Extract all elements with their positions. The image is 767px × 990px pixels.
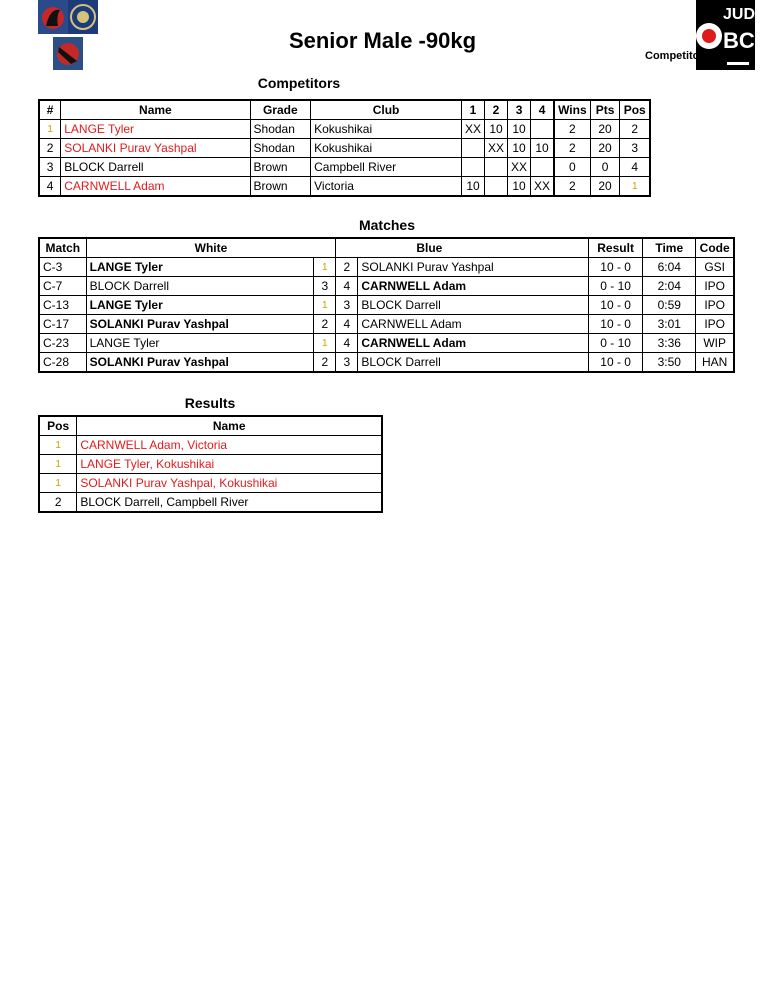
col-header-blue: Blue: [336, 238, 589, 258]
col-header-pos: Pos: [620, 100, 650, 120]
results-heading: Results: [184, 395, 236, 411]
col-header-r4: 4: [531, 100, 555, 120]
match-result: 10 - 0: [589, 258, 643, 277]
competitor-pts: 20: [590, 120, 620, 139]
competitors-table: [38, 99, 651, 197]
col-header-name: Name: [61, 100, 250, 120]
white-num: 2: [314, 353, 336, 373]
competitor-wins: 2: [554, 177, 590, 197]
results-table: [38, 415, 383, 513]
table-row: [39, 436, 382, 455]
competitor-num: 1: [39, 120, 61, 139]
white-name: LANGE Tyler: [86, 334, 314, 353]
match-code: GSI: [696, 258, 734, 277]
white-name: LANGE Tyler: [86, 258, 314, 277]
col-header-result: Result: [589, 238, 643, 258]
score-r4: [531, 120, 555, 139]
competitor-num: 3: [39, 158, 61, 177]
blue-num: 2: [336, 258, 358, 277]
col-header-white: White: [86, 238, 336, 258]
result-pos: 1: [39, 455, 77, 474]
white-num: 1: [314, 258, 336, 277]
col-header-wins: Wins: [554, 100, 590, 120]
match-code: HAN: [696, 353, 734, 373]
result-name: CARNWELL Adam, Victoria: [77, 436, 382, 455]
competitor-num: 4: [39, 177, 61, 197]
result-pos: 1: [39, 474, 77, 493]
score-r1: 10: [462, 177, 485, 197]
col-header-code: Code: [696, 238, 734, 258]
table-row: [39, 258, 734, 277]
white-name: SOLANKI Purav Yashpal: [86, 353, 314, 373]
competitor-wins: 0: [554, 158, 590, 177]
competitor-name: LANGE Tyler: [61, 120, 250, 139]
competitors-heading: Competitors: [257, 75, 341, 91]
score-r1: [462, 158, 485, 177]
results-header-row: [39, 416, 382, 436]
col-header-grade: Grade: [250, 100, 311, 120]
competitor-club: Kokushikai: [311, 120, 462, 139]
matches-table: [38, 237, 735, 373]
score-r1: XX: [462, 120, 485, 139]
match-result: 10 - 0: [589, 353, 643, 373]
competitor-pts: 20: [590, 177, 620, 197]
table-row: [39, 334, 734, 353]
blue-name: CARNWELL Adam: [358, 315, 589, 334]
table-row: [39, 139, 650, 158]
score-r3: 10: [508, 139, 531, 158]
col-header-num: #: [39, 100, 61, 120]
score-r3: 10: [508, 120, 531, 139]
match-id: C-28: [39, 353, 86, 373]
match-time: 0:59: [643, 296, 696, 315]
competitors-count: Competitors: 4: [645, 50, 723, 62]
match-time: 3:50: [643, 353, 696, 373]
table-row: [39, 277, 734, 296]
match-code: IPO: [696, 277, 734, 296]
match-code: IPO: [696, 315, 734, 334]
col-header-club: Club: [311, 100, 462, 120]
blue-name: SOLANKI Purav Yashpal: [358, 258, 589, 277]
score-r1: [462, 139, 485, 158]
blue-num: 4: [336, 334, 358, 353]
competitor-pts: 0: [590, 158, 620, 177]
competitor-name: SOLANKI Purav Yashpal: [61, 139, 250, 158]
result-name: BLOCK Darrell, Campbell River: [77, 493, 382, 513]
competitor-wins: 2: [554, 120, 590, 139]
col-header-result-name: Name: [77, 416, 382, 436]
competitor-pos: 3: [620, 139, 650, 158]
score-r2: [485, 177, 508, 197]
page-title: Senior Male -90kg: [288, 28, 477, 53]
result-name: SOLANKI Purav Yashpal, Kokushikai: [77, 474, 382, 493]
match-time: 6:04: [643, 258, 696, 277]
table-row: [39, 296, 734, 315]
match-id: C-17: [39, 315, 86, 334]
competitor-pts: 20: [590, 139, 620, 158]
judobc-logo-line1: JUDO: [723, 6, 767, 23]
table-row: [39, 177, 650, 197]
result-pos: 1: [39, 436, 77, 455]
score-r2: 10: [485, 120, 508, 139]
table-row: [39, 455, 382, 474]
match-result: 0 - 10: [589, 334, 643, 353]
competitor-grade: Brown: [250, 158, 311, 177]
match-id: C-3: [39, 258, 86, 277]
blue-name: CARNWELL Adam: [358, 277, 589, 296]
match-result: 10 - 0: [589, 315, 643, 334]
blue-num: 4: [336, 277, 358, 296]
match-time: 3:01: [643, 315, 696, 334]
match-result: 0 - 10: [589, 277, 643, 296]
table-row: [39, 353, 734, 373]
blue-num: 4: [336, 315, 358, 334]
table-row: [39, 120, 650, 139]
result-pos: 2: [39, 493, 77, 513]
score-r3: 10: [508, 177, 531, 197]
white-num: 1: [314, 334, 336, 353]
col-header-pts: Pts: [590, 100, 620, 120]
judobc-logo-line2: BC: [723, 28, 755, 53]
table-row: [39, 315, 734, 334]
match-time: 3:36: [643, 334, 696, 353]
col-header-match: Match: [39, 238, 86, 258]
competitor-num: 2: [39, 139, 61, 158]
competitor-name: BLOCK Darrell: [61, 158, 250, 177]
score-r4: 10: [531, 139, 555, 158]
score-r3: XX: [508, 158, 531, 177]
white-name: SOLANKI Purav Yashpal: [86, 315, 314, 334]
blue-name: BLOCK Darrell: [358, 353, 589, 373]
competitor-grade: Brown: [250, 177, 311, 197]
blue-name: BLOCK Darrell: [358, 296, 589, 315]
match-result: 10 - 0: [589, 296, 643, 315]
blue-name: CARNWELL Adam: [358, 334, 589, 353]
matches-heading: Matches: [358, 217, 416, 233]
result-name: LANGE Tyler, Kokushikai: [77, 455, 382, 474]
competitor-wins: 2: [554, 139, 590, 158]
blue-num: 3: [336, 296, 358, 315]
col-header-r1: 1: [462, 100, 485, 120]
match-id: C-23: [39, 334, 86, 353]
competitor-grade: Shodan: [250, 139, 311, 158]
match-id: C-7: [39, 277, 86, 296]
score-r4: XX: [531, 177, 555, 197]
col-header-r2: 2: [485, 100, 508, 120]
competitor-name: CARNWELL Adam: [61, 177, 250, 197]
competitor-grade: Shodan: [250, 120, 311, 139]
match-code: IPO: [696, 296, 734, 315]
competitor-pos: 2: [620, 120, 650, 139]
table-row: [39, 474, 382, 493]
competitor-club: Campbell River: [311, 158, 462, 177]
score-r2: XX: [485, 139, 508, 158]
blue-num: 3: [336, 353, 358, 373]
competitor-club: Victoria: [311, 177, 462, 197]
white-num: 3: [314, 277, 336, 296]
table-row: [39, 493, 382, 513]
col-header-time: Time: [643, 238, 696, 258]
col-header-result-pos: Pos: [39, 416, 77, 436]
col-header-r3: 3: [508, 100, 531, 120]
white-num: 2: [314, 315, 336, 334]
match-time: 2:04: [643, 277, 696, 296]
white-name: BLOCK Darrell: [86, 277, 314, 296]
score-r2: [485, 158, 508, 177]
competitor-pos: 4: [620, 158, 650, 177]
match-code: WIP: [696, 334, 734, 353]
match-id: C-13: [39, 296, 86, 315]
competitor-club: Kokushikai: [311, 139, 462, 158]
competitors-header-row: [39, 100, 650, 120]
white-name: LANGE Tyler: [86, 296, 314, 315]
score-r4: [531, 158, 555, 177]
competitor-pos: 1: [620, 177, 650, 197]
matches-header-row: [39, 238, 734, 258]
white-num: 1: [314, 296, 336, 315]
table-row: [39, 158, 650, 177]
